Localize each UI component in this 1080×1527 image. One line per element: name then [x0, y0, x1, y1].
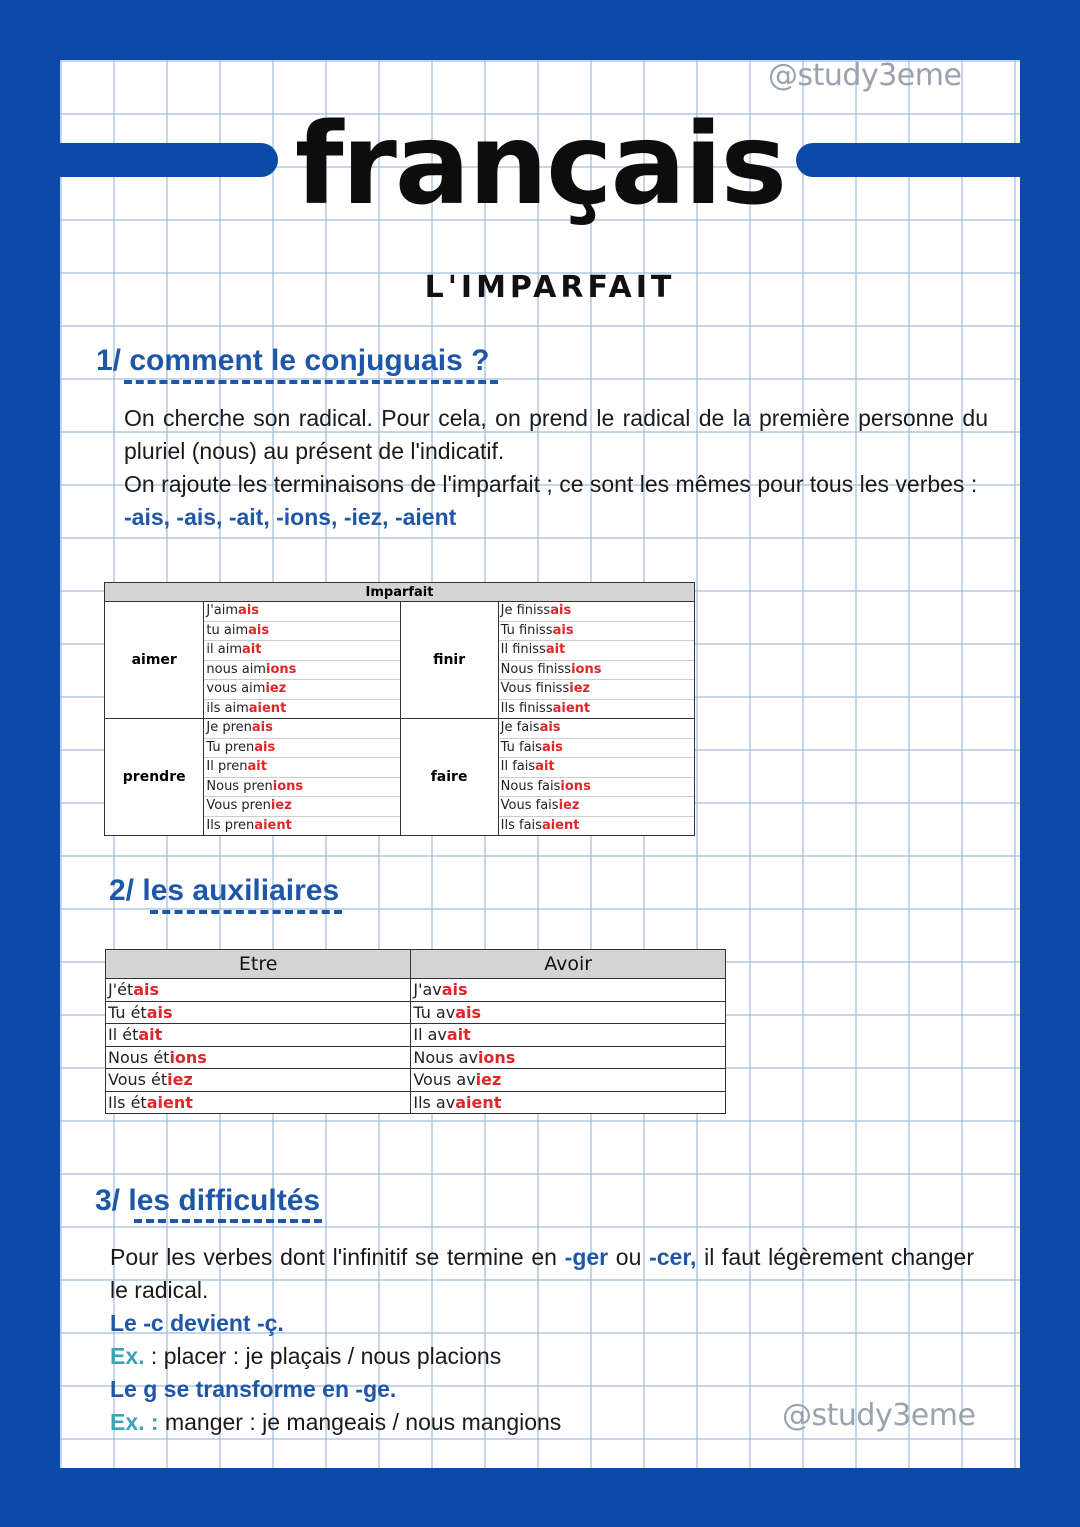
table-row	[106, 1091, 726, 1114]
verb-cell: aimer	[105, 602, 204, 719]
conjugation-form: Il finissait	[499, 641, 694, 661]
page-subtitle: L'IMPARFAIT	[424, 270, 676, 305]
conjugation-form: Il prenait	[204, 758, 399, 778]
section2-underline	[150, 910, 342, 914]
conjugation-cell: Nous étions	[106, 1046, 411, 1069]
conjugation-form: Nous prenions	[204, 778, 399, 798]
conjugation-form: Ils prenaient	[206, 817, 292, 833]
conjugation-form: Tu faisais	[499, 739, 694, 759]
auxiliaires-table	[105, 949, 726, 1114]
conjugation-cell: Tu étais	[106, 1001, 411, 1024]
forms-cell	[498, 602, 694, 719]
conjugation-cell: Ils avaient	[411, 1091, 726, 1114]
table-row	[106, 1069, 726, 1092]
section1-endings: -ais, -ais, -ait, -ions, -iez, -aient	[124, 504, 457, 530]
section3-heading: 3/ les difficultés	[95, 1184, 321, 1217]
conjugation-form: Tu finissais	[499, 622, 694, 642]
page-title: français	[294, 100, 786, 230]
conjugation-form: Ils faisaient	[500, 817, 580, 833]
conjugation-form: ils aimaient	[206, 700, 287, 716]
forms-cell	[204, 602, 400, 719]
section3-rule1: Le -c devient -ç.	[110, 1310, 284, 1336]
conjugation-form: nous aimions	[204, 661, 399, 681]
imparfait-table-header: Imparfait	[105, 583, 695, 602]
conjugation-cell: Nous avions	[411, 1046, 726, 1069]
table-header-etre: Etre	[106, 950, 411, 979]
section1-underline	[124, 380, 498, 384]
conjugation-form: Tu prenais	[204, 739, 399, 759]
section1-body	[124, 402, 988, 534]
conjugation-cell: J'étais	[106, 979, 411, 1002]
verb-cell: faire	[400, 719, 498, 836]
conjugation-form: Vous faisiez	[499, 797, 694, 817]
table-row	[106, 1024, 726, 1047]
section1-p2: On rajoute les terminaisons de l'imparfait ; ce sont les mêmes pour tous les verbes :	[124, 471, 978, 497]
section2-heading: 2/ les auxiliaires	[109, 874, 340, 907]
table-row	[105, 602, 695, 719]
watermark-handle-top: @study3eme	[768, 58, 962, 93]
conjugation-cell: Il avait	[411, 1024, 726, 1047]
conjugation-cell: Tu avais	[411, 1001, 726, 1024]
forms-cell	[498, 719, 694, 836]
conjugation-cell: Vous aviez	[411, 1069, 726, 1092]
conjugation-form: J'aimais	[204, 602, 399, 622]
conjugation-form: Je faisais	[499, 719, 694, 739]
conjugation-cell: Vous étiez	[106, 1069, 411, 1092]
table-row	[106, 979, 726, 1002]
conjugation-form: il aimait	[204, 641, 399, 661]
table-row	[105, 719, 695, 836]
conjugation-cell: Il était	[106, 1024, 411, 1047]
conjugation-form: Je prenais	[204, 719, 399, 739]
table-row	[106, 1001, 726, 1024]
section3-example1: Ex. : placer : je plaçais / nous placions	[110, 1343, 502, 1369]
section3-underline	[134, 1219, 322, 1223]
section1-p1: On cherche son radical. Pour cela, on prend le radical de la première personne du pluriel (nous) au présent de l'indicatif.	[124, 405, 988, 464]
verb-cell: finir	[400, 602, 498, 719]
table-header-avoir: Avoir	[411, 950, 726, 979]
conjugation-cell: Ils étaient	[106, 1091, 411, 1114]
section3-p1: Pour les verbes dont l'infinitif se termine en -ger ou -cer, il faut légèrement changer le radical.	[110, 1244, 974, 1303]
conjugation-form: Nous finissions	[499, 661, 694, 681]
table-row	[106, 1046, 726, 1069]
conjugation-cell: J'avais	[411, 979, 726, 1002]
verb-cell: prendre	[105, 719, 204, 836]
forms-cell	[204, 719, 400, 836]
watermark-handle-bottom: @study3eme	[782, 1398, 976, 1433]
conjugation-form: Il faisait	[499, 758, 694, 778]
conjugation-form: Vous preniez	[204, 797, 399, 817]
section1-heading: 1/ comment le conjuguais ?	[96, 344, 490, 377]
conjugation-form: Ils finissaient	[500, 700, 591, 716]
conjugation-form: Vous finissiez	[499, 680, 694, 700]
conjugation-form: Je finissais	[499, 602, 694, 622]
section3-rule2: Le g se transforme en -ge.	[110, 1376, 397, 1402]
imparfait-table	[104, 582, 695, 836]
conjugation-form: vous aimiez	[204, 680, 399, 700]
section3-example2: Ex. : manger : je mangeais / nous mangions	[110, 1409, 562, 1435]
conjugation-form: tu aimais	[204, 622, 399, 642]
conjugation-form: Nous faisions	[499, 778, 694, 798]
